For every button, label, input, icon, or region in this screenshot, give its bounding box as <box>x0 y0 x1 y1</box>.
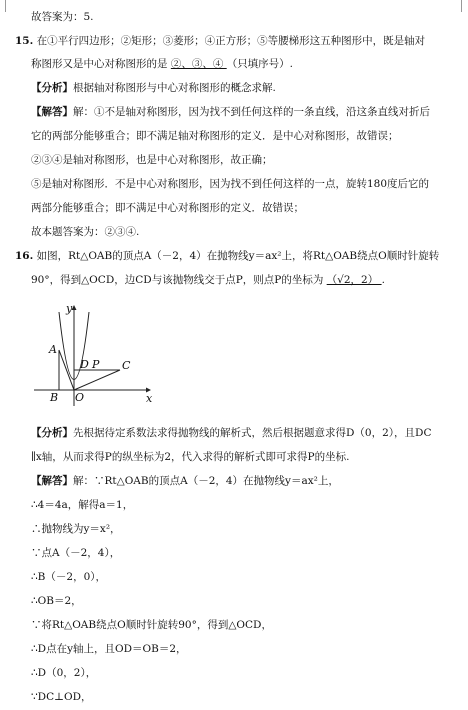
text-segment: 故答案为：5. <box>31 11 94 23</box>
label-y: y <box>66 302 73 315</box>
text-segment: ②③④是轴对称图形，也是中心对称图形，故正确； <box>31 154 273 166</box>
text-segment: ∴D（0，2）， <box>31 667 97 679</box>
text-segment: ∥x轴，从而求得P的纵坐标为2，代入求得的解析式即可求得P的坐标. <box>31 451 350 463</box>
text-segment: 16. <box>15 250 34 262</box>
text-line <box>31 594 82 608</box>
text-line <box>31 642 187 656</box>
segment-oc <box>74 370 120 390</box>
text-segment: 故本题答案为：②③④. <box>31 226 140 238</box>
label-a: A <box>49 343 57 356</box>
label-o: O <box>75 391 85 404</box>
text-line <box>31 177 429 191</box>
text-line <box>31 105 430 119</box>
text-line <box>31 546 120 560</box>
text-segment: 【分析】 <box>31 427 73 439</box>
text-segment: ∴B（－2，0）， <box>31 571 107 583</box>
text-segment: 在①平行四边形；②矩形；③菱形；④正方形；⑤等腰梯形这五种图形中，既是轴对 <box>33 35 426 47</box>
label-x: x <box>146 392 153 405</box>
text-line <box>31 618 272 632</box>
page-corner-mark-left <box>5 0 6 12</box>
text-segment: ∵点A（－2，4）， <box>31 547 121 559</box>
text-segment: 【分析】 <box>31 82 73 94</box>
text-segment: （只填序号）. <box>226 58 294 70</box>
text-segment: ∴抛物线为y＝x²， <box>31 523 121 535</box>
text-segment: 90°，得到△OCD，边CD与该抛物线交于点P，则点P的坐标为 <box>31 274 327 286</box>
text-line <box>15 34 425 48</box>
text-line <box>31 81 276 95</box>
text-segment: ∵将Rt△OAB绕点O顺时针旋转90°，得到△OCD， <box>31 619 272 631</box>
text-line <box>31 426 431 440</box>
text-line <box>31 522 121 536</box>
text-line <box>31 10 94 24</box>
text-line <box>31 57 293 71</box>
text-line <box>31 225 139 239</box>
text-line <box>31 666 96 680</box>
text-segment: ∴D点在y轴上，且OD＝OB＝2， <box>31 643 187 655</box>
text-line <box>15 249 439 263</box>
text-segment: 【解答】 <box>31 475 73 487</box>
text-segment: 【解答】 <box>31 106 73 118</box>
text-line <box>31 498 133 512</box>
text-line <box>31 450 349 464</box>
text-line <box>31 129 399 143</box>
label-b: B <box>50 391 59 404</box>
text-segment: 先根据待定系数法求得抛物线的解析式，然后根据题意求得D（0，2），且DC <box>73 427 432 439</box>
label-c: C <box>122 359 131 372</box>
text-segment: 称图形又是中心对称图形的是 <box>31 58 171 70</box>
text-segment: 根据轴对称图形与中心对称图形的概念求解. <box>73 82 276 94</box>
text-segment: ⑤是轴对称图形．不是中心对称图形，因为找不到任何这样的一点，旋转180度后它的 <box>31 178 430 190</box>
text-segment: 解：①不是轴对称图形，因为找不到任何这样的一条直线，沿这条直线对折后 <box>73 106 430 118</box>
answer-blank: （√2，2） <box>326 274 382 286</box>
label-p: P <box>92 358 100 371</box>
text-line <box>31 690 92 704</box>
text-segment: 如图，Rt△OAB的顶点A（－2，4）在抛物线y＝ax²上，将Rt△OAB绕点O顺时针旋转 <box>33 250 440 262</box>
text-segment: . <box>381 274 385 286</box>
text-segment: ∴4＝4a，解得a＝1， <box>31 499 134 511</box>
text-line <box>31 273 385 287</box>
text-segment: 两部分能够重合；即不满足中心对称图形的定义．故错误； <box>31 202 304 214</box>
segment-ao <box>59 350 74 390</box>
geometry-figure <box>30 302 162 410</box>
text-line <box>31 153 273 167</box>
text-segment: ∴OB＝2， <box>31 595 82 607</box>
answer-blank: ②、③、④ <box>170 58 227 70</box>
text-segment: 解：∵Rt△OAB的顶点A（－2，4）在抛物线y＝ax²上， <box>73 475 339 487</box>
text-segment: 它的两部分能够重合；即不满足轴对称图形的定义．是中心对称图形，故错误； <box>31 130 399 142</box>
text-segment: 15. <box>15 35 34 47</box>
label-d: D <box>80 358 89 371</box>
page-corner-mark-right <box>461 0 462 12</box>
text-line <box>31 570 106 584</box>
text-segment: ∵DC⊥OD， <box>31 691 92 703</box>
y-axis-arrow <box>72 305 77 310</box>
text-line <box>31 474 339 488</box>
text-line <box>31 201 304 215</box>
